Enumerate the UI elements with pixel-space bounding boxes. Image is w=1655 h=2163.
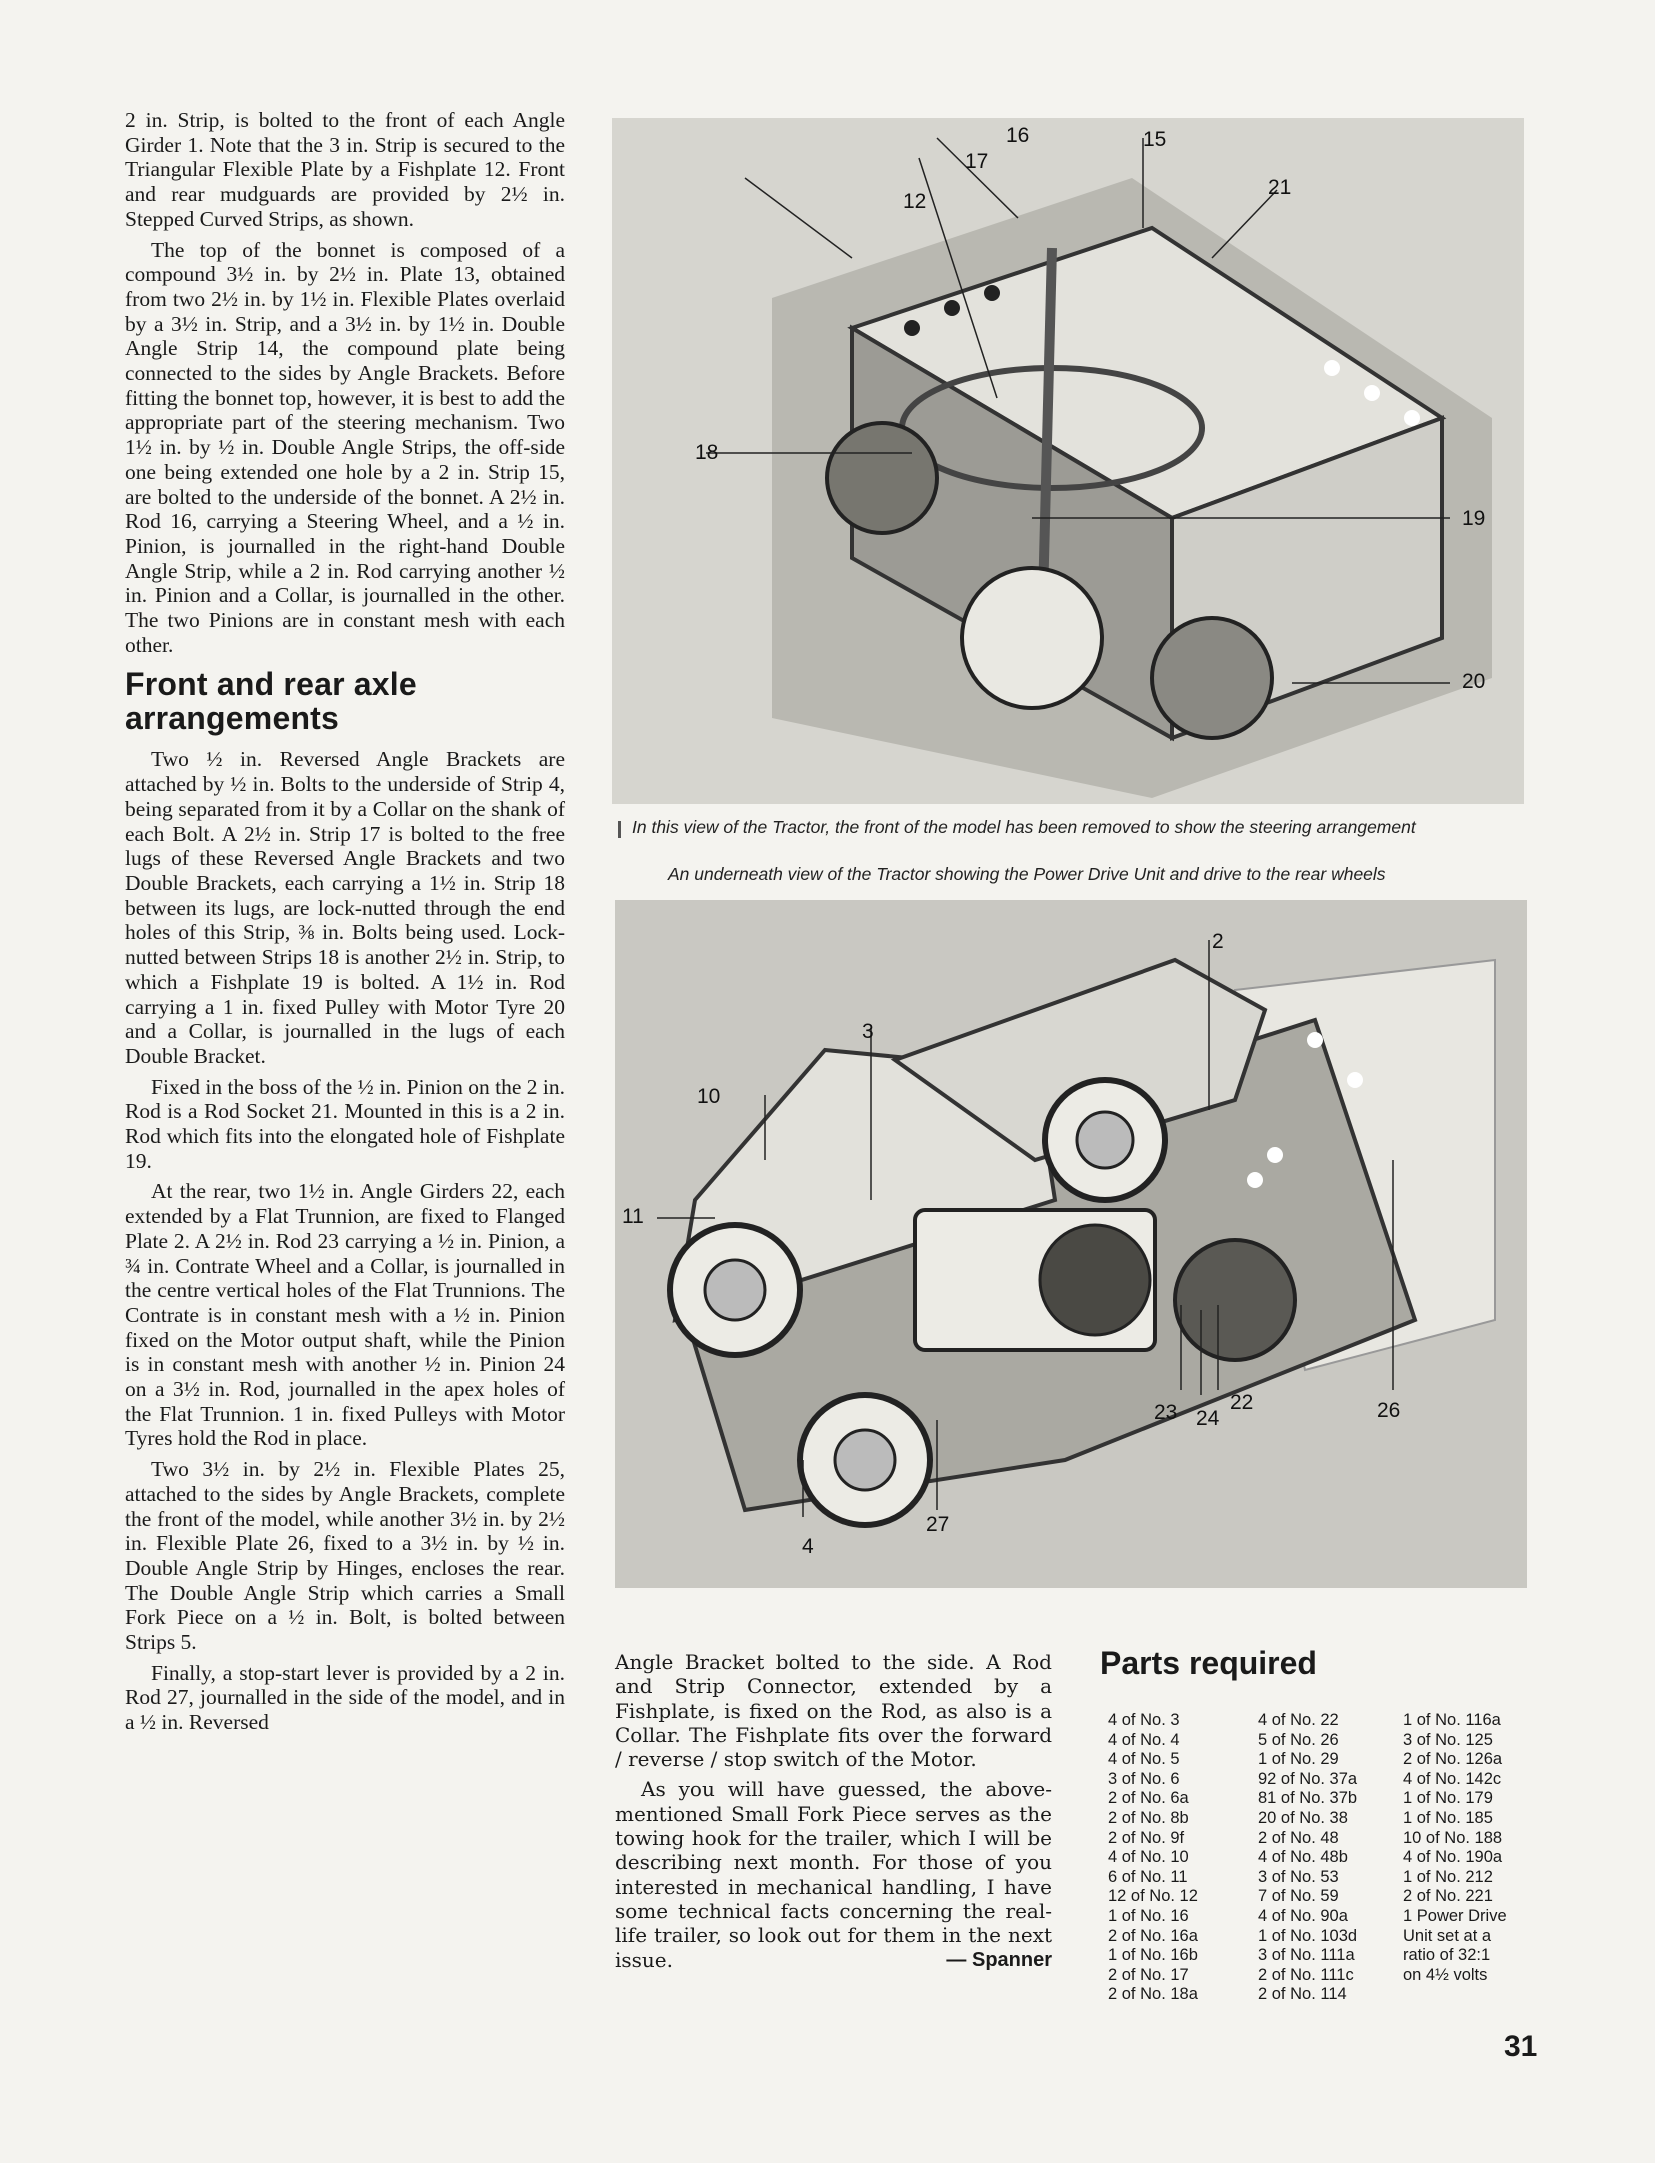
callout-label: 15 (1143, 128, 1167, 151)
body-paragraph: The top of the bonnet is composed of a compound 3½ in. by 2½ in. Plate 13, obtained from two 2½ in. by 1½ in. Flexible Plates overlaid by a 3½ in. Strip, and a 3½ in. by 1½ in. Double Angle Strip 14, the compound plate being connected to the sides by Angle Brackets. Before fitting the bonnet top, however, it is best to add the appropriate part of the steering mechanism. Two 1½ in. by ½ in. Double Angle Strips, the off-side one being extended one hole by a 2 in. Strip 15, are bolted to the underside of the bonnet. A 2½ in. Rod 16, carrying a Steering Wheel, and a ½ in. Pinion, is journalled in the right-hand Double Angle Strip, while a 2 in. Rod carrying another ½ in. Pinion and a Collar, is journalled in the other. The two Pinions are in constant mesh with each other. (125, 237, 565, 657)
parts-item: 3 of No. 111a (1258, 1946, 1355, 1965)
parts-item: 4 of No. 3 (1108, 1711, 1180, 1729)
parts-item: 3 of No. 6 (1108, 1769, 1180, 1788)
parts-item: 2 of No. 48 (1258, 1828, 1339, 1847)
callout-label: 23 (1154, 1401, 1178, 1424)
parts-item: 1 of No. 16 (1108, 1906, 1189, 1925)
author-signoff: — Spanner (946, 1948, 1052, 1971)
parts-item: 2 of No. 8b (1108, 1808, 1189, 1827)
callout-label: 2 (1212, 930, 1224, 953)
parts-item: 4 of No. 5 (1108, 1750, 1180, 1769)
parts-item: 2 of No. 126a (1403, 1750, 1503, 1769)
parts-item: 2 of No. 221 (1403, 1887, 1493, 1906)
parts-item: 10 of No. 188 (1403, 1828, 1503, 1847)
photo-caption: In this view of the Tractor, the front of the model has been removed to show the steering arrangement (632, 817, 1416, 837)
parts-item: 4 of No. 90a (1258, 1906, 1348, 1925)
body-paragraph: Angle Bracket bolted to the side. A Rod and Strip Connector, extended by a Fishplate, is fixed on the Rod, as also is a Collar. The Fishplate fits over the forward / reverse / stop switch of the Motor. (615, 1650, 1052, 1772)
body-paragraph-text: As you will have guessed, the above-mentioned Small Fork Piece serves as the towing hook for the trailer, which I will be describing next month. For those of you interested in mechanical handling, I have some technical facts concerning the real-life trailer, so look out for them in the next issue. (615, 1777, 1052, 1972)
parts-item: 81 of No. 37b (1258, 1789, 1358, 1808)
parts-item: 2 of No. 18a (1108, 1985, 1198, 2004)
callout-label: 16 (1006, 124, 1030, 147)
parts-item: 12 of No. 12 (1108, 1887, 1198, 1906)
parts-item: 92 of No. 37a (1258, 1769, 1358, 1788)
photo-underneath (615, 900, 1527, 1588)
callout-label: 17 (965, 150, 989, 173)
photo-steering (612, 118, 1524, 804)
parts-item: 7 of No. 59 (1258, 1887, 1339, 1906)
parts-item: 6 of No. 11 (1108, 1867, 1188, 1886)
callout-label: 26 (1377, 1399, 1401, 1422)
body-paragraph (615, 1777, 1052, 1971)
parts-item: 1 of No. 185 (1403, 1808, 1493, 1827)
parts-item: 4 of No. 48b (1258, 1848, 1348, 1867)
parts-item: 2 of No. 9f (1108, 1828, 1185, 1847)
parts-item: 4 of No. 10 (1108, 1848, 1189, 1867)
body-paragraph: Two ½ in. Reversed Angle Brackets are attached by ½ in. Bolts to the underside of Strip 4, being separated from it by a Collar on the shank of each Bolt. A 2½ in. Strip 17 is bolted to the free lugs of these Reversed Angle Brackets and two Double Brackets, each carrying a 1½ in. Strip 18 between its lugs, are lock-nutted through the end holes of this Strip, ⅜ in. Bolts being used. Lock-nutted between Strips 18 is another 2½ in. Strip, to which a Fishplate 19 is bolted. A 1½ in. Rod carrying a 1 in. fixed Pulley with Motor Tyre 20 and a Collar, is journalled in the lugs of each Double Bracket. (125, 747, 565, 1068)
middle-column (615, 1650, 1052, 1978)
body-paragraph: Fixed in the boss of the ½ in. Pinion on the 2 in. Rod is a Rod Socket 21. Mounted in this is a 2 in. Rod which fits into the elongated hole of Fishplate 19. (125, 1074, 565, 1173)
parts-item: 4 of No. 4 (1108, 1730, 1180, 1749)
parts-heading: Parts required (1100, 1645, 1317, 1681)
parts-item: 3 of No. 125 (1403, 1730, 1493, 1749)
parts-item: 2 of No. 17 (1108, 1965, 1189, 1984)
callout-label: 3 (862, 1020, 874, 1043)
parts-item: 1 of No. 212 (1403, 1867, 1493, 1886)
left-column (125, 108, 565, 1741)
parts-item: 4 of No. 142c (1403, 1769, 1502, 1788)
callout-label: 19 (1462, 507, 1486, 530)
parts-item: 2 of No. 16a (1108, 1926, 1198, 1945)
parts-item: 1 of No. 179 (1403, 1789, 1493, 1808)
photo-caption: An underneath view of the Tractor showing the Power Drive Unit and drive to the rear wheels (668, 864, 1386, 884)
parts-item: 4 of No. 190a (1403, 1848, 1503, 1867)
parts-item: 4 of No. 22 (1258, 1711, 1339, 1729)
callout-label: 12 (903, 190, 927, 213)
parts-list-col2 (1258, 1711, 1357, 2005)
callout-label: 27 (926, 1513, 950, 1536)
callout-label: 11 (622, 1205, 644, 1228)
parts-item: 3 of No. 53 (1258, 1867, 1339, 1886)
callout-label: 10 (697, 1085, 721, 1108)
callout-label: 20 (1462, 670, 1486, 693)
parts-item: 20 of No. 38 (1258, 1808, 1348, 1827)
callout-label: 22 (1230, 1391, 1254, 1414)
parts-item: Unit set at a (1403, 1926, 1492, 1945)
parts-item: on 4½ volts (1403, 1965, 1488, 1984)
parts-item: ratio of 32:1 (1403, 1946, 1491, 1965)
parts-item: 1 of No. 103d (1258, 1926, 1358, 1945)
parts-item: 1 of No. 29 (1258, 1750, 1339, 1769)
parts-list-col1 (1108, 1711, 1198, 2005)
parts-item: 2 of No. 6a (1108, 1789, 1189, 1808)
parts-item: 2 of No. 111c (1258, 1965, 1354, 1984)
parts-item: 2 of No. 114 (1258, 1985, 1347, 2004)
callout-label: 4 (802, 1535, 814, 1558)
body-paragraph: Finally, a stop-start lever is provided by a 2 in. Rod 27, journalled in the side of the model, and in a ½ in. Reversed (125, 1660, 565, 1735)
section-heading: Front and rear axle arrangements (125, 666, 417, 737)
callout-label: 21 (1268, 176, 1292, 199)
body-paragraph: 2 in. Strip, is bolted to the front of each Angle Girder 1. Note that the 3 in. Strip is secured to the Triangular Flexible Plate by a Fishplate 12. Front and rear mudguards are provided by 2½ in. Stepped Curved Strips, as shown. (125, 108, 565, 231)
body-paragraph: Two 3½ in. by 2½ in. Flexible Plates 25, attached to the sides by Angle Brackets, complete the front of the model, while another 3½ in. by 2½ in. Flexible Plate 26, fixed to a 3½ in. by ½ in. Double Angle Strip by Hinges, encloses the rear. The Double Angle Strip which carries a Small Fork Piece on a ½ in. Bolt, is bolted between Strips 5. (125, 1457, 565, 1655)
parts-list-col3 (1403, 1711, 1507, 1985)
parts-item: 1 Power Drive (1403, 1906, 1507, 1925)
page-number: 31 (1504, 2030, 1538, 2063)
parts-item: 1 of No. 16b (1108, 1946, 1198, 1965)
parts-item: 5 of No. 26 (1258, 1730, 1339, 1749)
callout-label: 18 (695, 441, 719, 464)
parts-item: 1 of No. 116a (1403, 1711, 1501, 1729)
caption-marker (618, 821, 621, 838)
callout-label: 24 (1196, 1407, 1220, 1430)
body-paragraph: At the rear, two 1½ in. Angle Girders 22, each extended by a Flat Trunnion, are fixed to Flanged Plate 2. A 2½ in. Rod 23 carrying a ½ in. Pinion, a ¾ in. Contrate Wheel and a Collar, is journalled in the centre vertical holes of the Flat Trunnions. The Contrate is in constant mesh with a ½ in. Pinion fixed on the Motor output shaft, while the Pinion is in constant mesh with another ½ in. Pinion 24 on a 3½ in. Rod, journalled in the apex holes of the Flat Trunnion. 1 in. fixed Pulleys with Motor Tyres hold the Rod in place. (125, 1179, 565, 1451)
